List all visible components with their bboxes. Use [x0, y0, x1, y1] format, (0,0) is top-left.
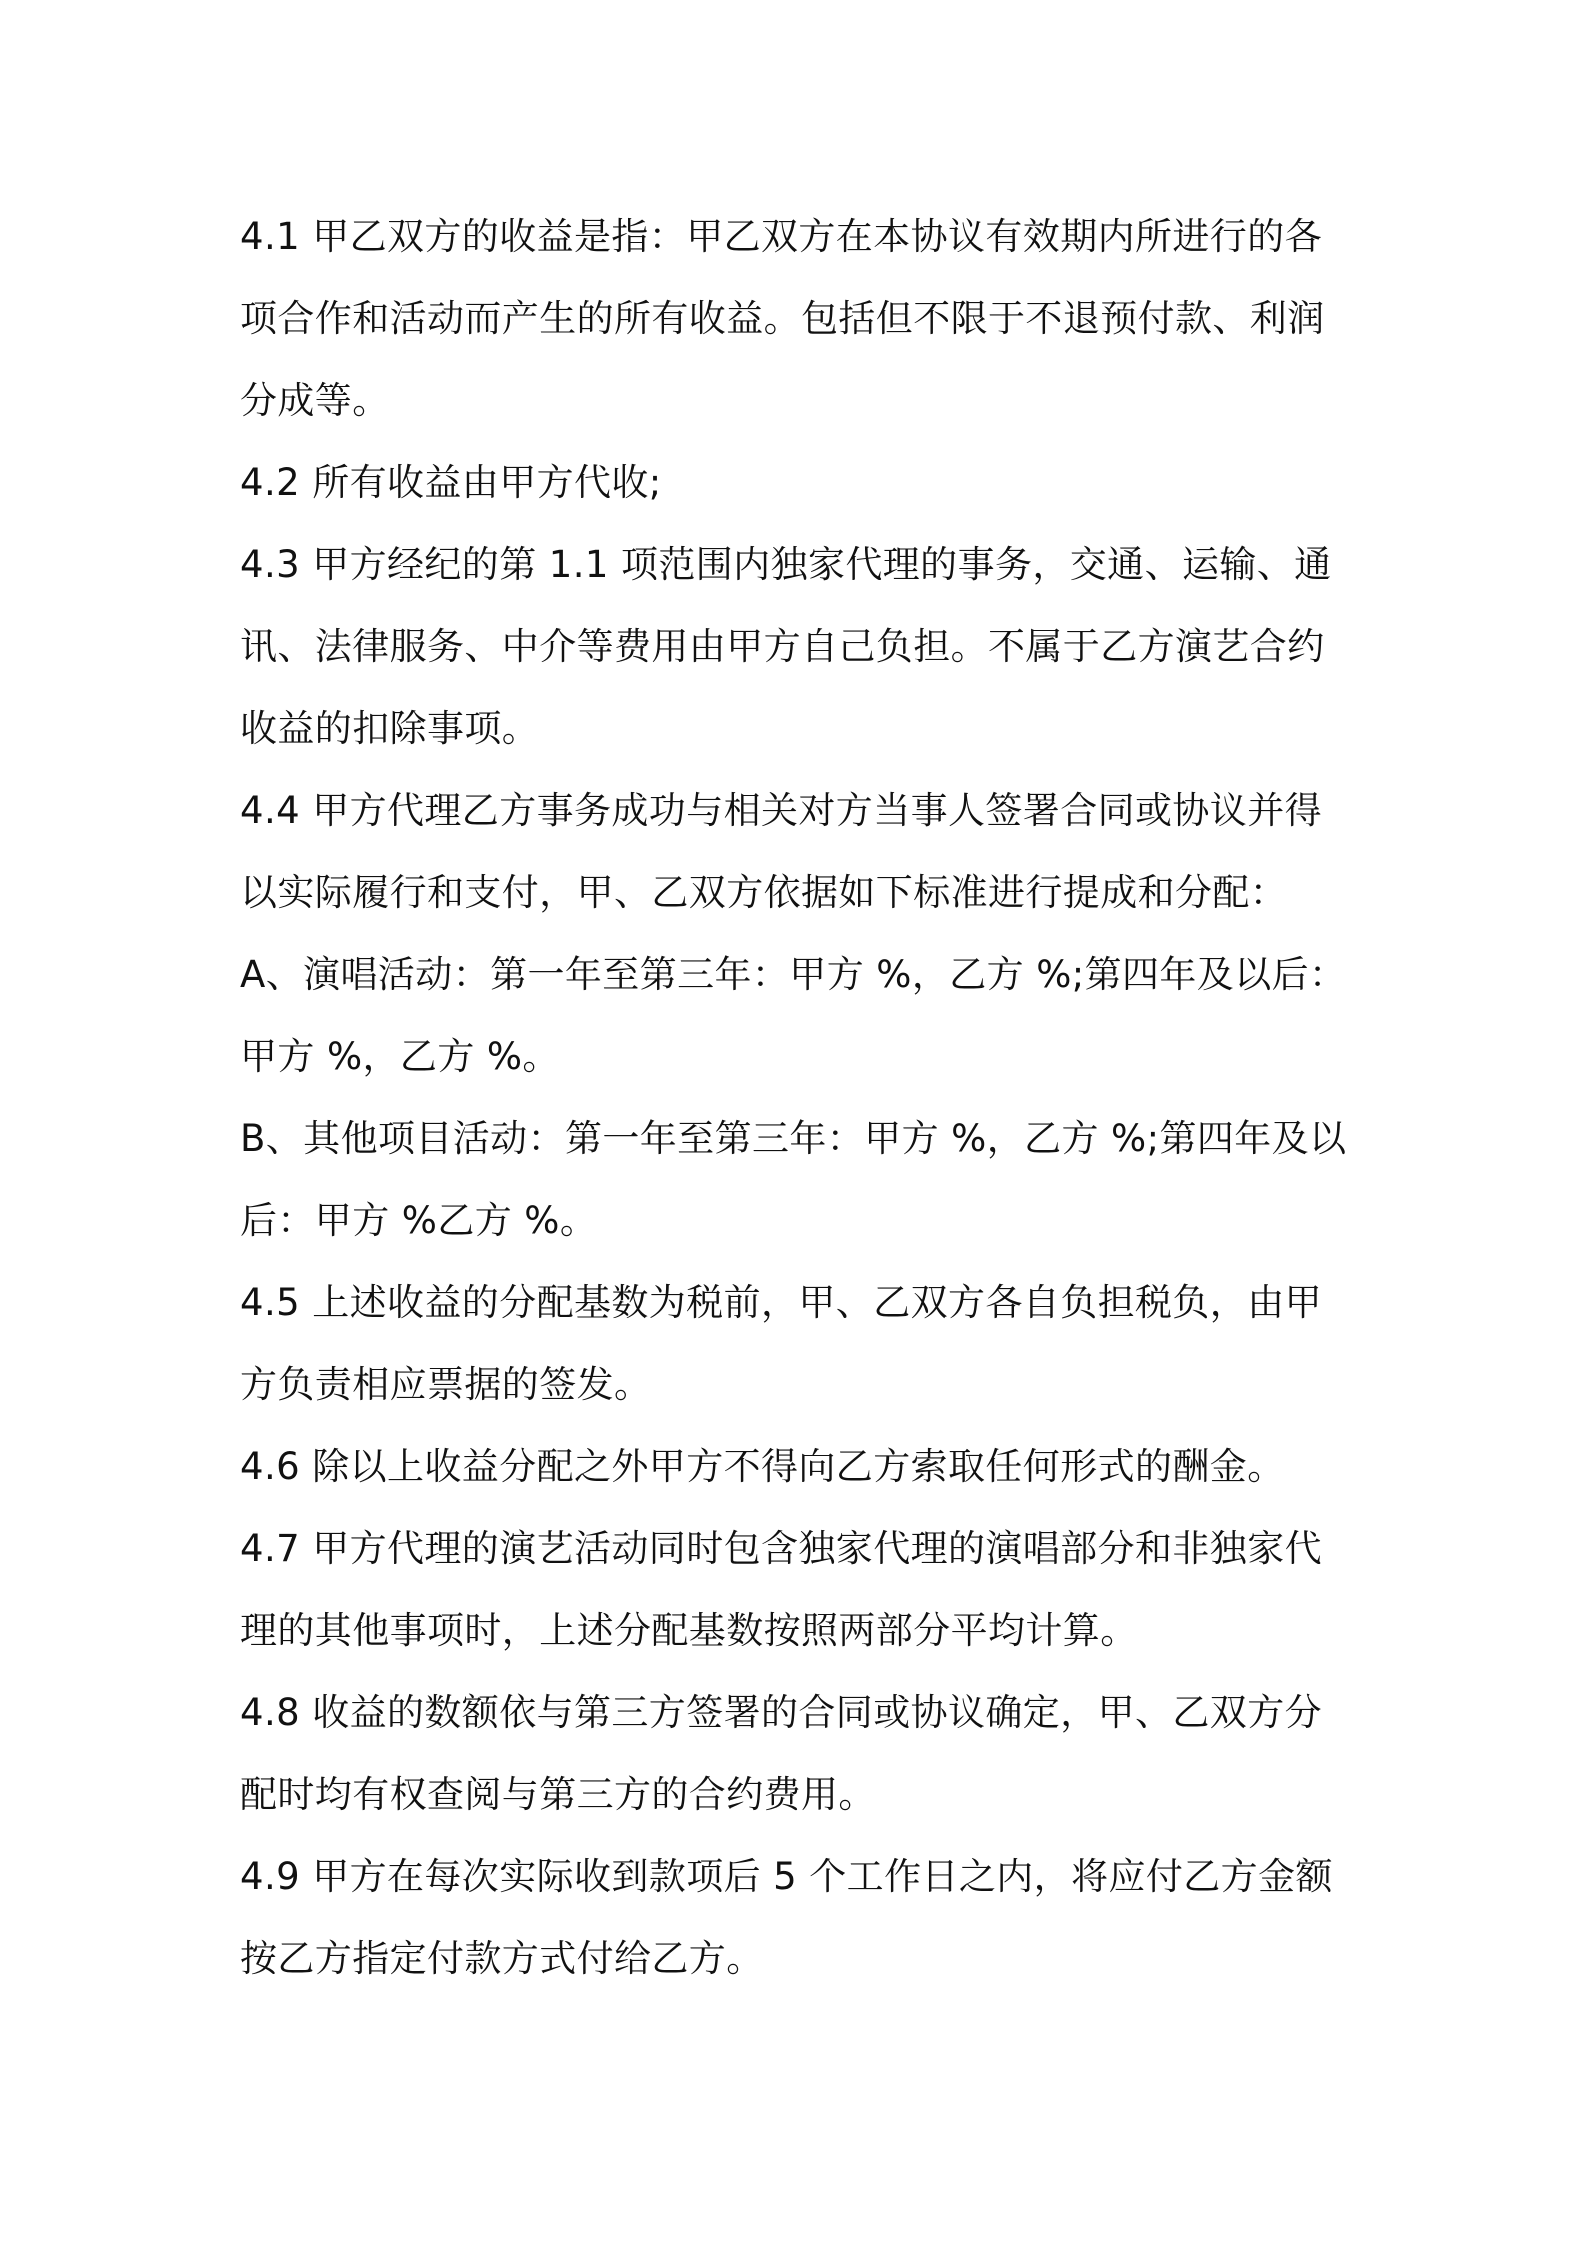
clause-4-7: 4.7 甲方代理的演艺活动同时包含独家代理的演唱部分和非独家代理的其他事项时，上述分配基数按照两部分平均计算。: [240, 1527, 1323, 1652]
clause-4-6: 4.6 除以上收益分配之外甲方不得向乙方索取任何形式的酬金。: [240, 1445, 1285, 1488]
clause-4-1: 4.1 甲乙双方的收益是指：甲乙双方在本协议有效期内所进行的各项合作和活动而产生的所有收益。包括但不限于不退预付款、利润分成等。: [240, 215, 1325, 422]
clause-4-4: 4.4 甲方代理乙方事务成功与相关对方当事人签署合同或协议并得以实际履行和支付，甲、乙双方依据如下标准进行提成和分配：: [240, 789, 1323, 914]
clause-4-5: 4.5 上述收益的分配基数为税前，甲、乙双方各自负担税负，由甲方负责相应票据的签发。: [240, 1281, 1323, 1406]
clause-4-2: 4.2 所有收益由甲方代收;: [240, 461, 662, 504]
clause-4-8: 4.8 收益的数额依与第三方签署的合同或协议确定，甲、乙双方分配时均有权查阅与第三方的合约费用。: [240, 1691, 1323, 1816]
clause-4-9: 4.9 甲方在每次实际收到款项后 5 个工作日之内，将应付乙方金额按乙方指定付款方式付给乙方。: [240, 1855, 1333, 1980]
document-body: [240, 196, 1350, 2000]
clause-4-4-a: A、演唱活动：第一年至第三年：甲方 %，乙方 %;第四年及以后：甲方 %，乙方 %。: [240, 953, 1347, 1078]
clause-4-4-b: B、其他项目活动：第一年至第三年：甲方 %，乙方 %;第四年及以后：甲方 %乙方 %。: [240, 1117, 1347, 1242]
clause-4-3: 4.3 甲方经纪的第 1.1 项范围内独家代理的事务，交通、运输、通讯、法律服务、中介等费用由甲方自己负担。不属于乙方演艺合约收益的扣除事项。: [240, 543, 1332, 750]
